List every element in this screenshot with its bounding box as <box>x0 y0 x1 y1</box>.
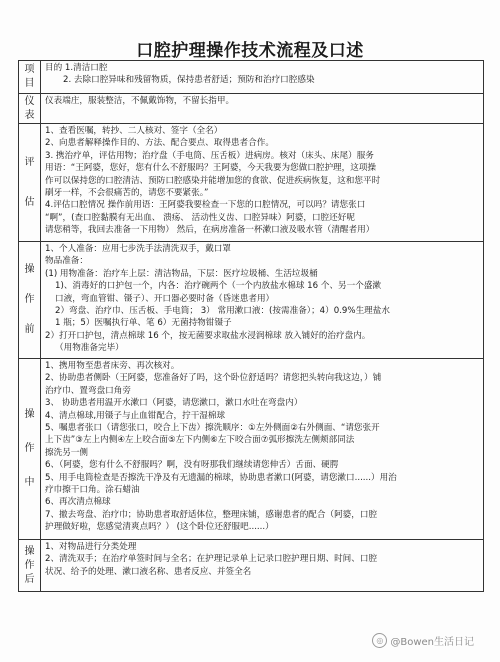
row-header-text: 评估 <box>24 156 35 208</box>
table-row <box>19 61 484 94</box>
content-line: 7、撤去弯盘、治疗巾；协助患者取舒适体位，整理床铺，感谢患者的配合（阿婆，口腔 <box>45 509 378 520</box>
watermark-text: @Bowen生活日记 <box>390 637 474 648</box>
content-line: 目的 1.清洁口腔 <box>45 63 108 73</box>
content-line: 1、个人准备：应用七步洗手法清洗双手，戴口罩 <box>45 244 231 254</box>
content-line: 1 瓶；5）医嘱执行单、笔 6）无菌持物钳镊子 <box>55 318 232 329</box>
row-header <box>19 540 41 592</box>
content-line: 请您稍等，我回去准备一下用物） 然后，在病房准备一杯漱口液及吸水管（清醒者用） <box>45 225 375 236</box>
row-header-text: 操作后 <box>24 545 35 585</box>
content-line: 擦洗另一侧 <box>45 447 88 458</box>
content-line: 疗巾擦干口角。涂石蜡油 <box>45 485 140 496</box>
content-line: 2）打开口护包，清点棉球 16 个，按无菌要求取盐水浸润棉球 放入铺好的治疗盘内。 <box>45 330 371 341</box>
content-line: 3. 携治疗单，评估用物；治疗盘（手电筒、压舌板）进病房。核对（床头、床尾）服务 <box>45 150 374 161</box>
table-row <box>19 242 484 359</box>
row-header <box>19 61 41 94</box>
row-header <box>19 242 41 359</box>
content-line: 1)、消毒好的口护包一个，内各：治疗碗两个（一个内放盐水棉球 16 个、另一个盛漱 <box>55 281 382 292</box>
watermark <box>372 633 474 648</box>
row-header-text: 项目 <box>24 64 35 89</box>
watermark-logo-icon: ◎ <box>372 633 387 648</box>
content-line: 物品准备： <box>45 256 88 267</box>
table-row <box>19 124 484 242</box>
content-line: 2、协助患者侧卧（王阿婆，您准备好了吗，这个卧位舒适吗？请您把头转向我这边，）铺 <box>45 373 382 384</box>
row-header-text: 操作中 <box>24 409 35 488</box>
row-content <box>41 540 484 592</box>
table-row <box>19 94 484 124</box>
content-line: 5、用手电筒检查是否擦洗干净及有无遗漏的棉球，协助患者漱口(阿婆，请您漱口......）用治 <box>45 472 397 483</box>
content-line: 4.评估口腔情况 操作前用语：王阿婆我要检查一下您的口腔情况，可以吗？请您张口 <box>45 200 366 211</box>
row-header <box>19 124 41 242</box>
content-line: 1、对物品进行分类处理 <box>45 542 137 552</box>
content-line: 状况、给予的处理、漱口液名称、患者反应、并签全名 <box>45 566 252 577</box>
content-line: 上下齿”③左上内侧④左上咬合面⑤左下内侧⑥左下咬合面⑦弧形擦洗左侧颊部同法 <box>45 435 355 446</box>
procedure-table <box>18 60 484 592</box>
content-line: 2、清洗双手；在治疗单签时间与全名；在护理记录单上记录口腔护理日期、时间、口腔 <box>45 554 378 565</box>
row-header-text: 操作前 <box>24 264 35 335</box>
page-title: 口腔护理操作技术流程及口述 <box>136 41 364 61</box>
content-line: 护理做好啦，您感觉清爽点吗？） (这个卧位还舒服吧......） <box>45 522 274 533</box>
content-line: (1) 用物准备：治疗车上层：清洁物品，下层：医疗垃圾桶、生活垃圾桶 <box>45 268 318 279</box>
content-line: “啊”，(查口腔黏膜有无出血、 溃疡、 活动性义齿、口腔异味）阿婆，口腔还好呢 <box>45 212 355 223</box>
content-line: 1、携用物至患者床旁、再次核对。 <box>45 361 180 371</box>
content-line: 4、清点棉球,用镊子与止血钳配合，拧干湿棉球 <box>45 410 226 421</box>
content-line: 2. 去除口腔异味和残留物质，保持患者舒适；预防和治疗口腔感染 <box>63 75 315 86</box>
row-content <box>41 124 484 242</box>
row-content <box>41 242 484 359</box>
content-line: 2、向患者解释操作目的、方法、配合要点、取得患者合作。 <box>45 138 274 149</box>
content-line: （用物准备完毕） <box>55 343 124 354</box>
content-line: 6、（阿婆，您有什么不舒服吗？啊，没有呀那我们继续请您伸舌）舌面、硬腭 <box>45 460 339 471</box>
content-line: 1、查看医嘱，转抄、二人核对、签字（全名） <box>45 126 223 136</box>
row-content <box>41 359 484 540</box>
row-header <box>19 359 41 540</box>
content-line: 刷牙一样，不会很痛苦的，请您不要紧张。” <box>45 188 209 199</box>
content-line: 5、嘱患者张口（请您张口，咬合上下齿）擦洗顺序：①左外侧面②右外侧面、“请您张开 <box>45 423 380 434</box>
content-line: 2）弯盘、治疗巾、压舌板、手电筒； 3） 常用漱口液：(按需准备）；4）0.9%生理盐水 <box>55 306 390 317</box>
table-row <box>19 540 484 592</box>
row-header <box>19 94 41 124</box>
content-line: 口液，弯血管钳、镊子）、开口器必要时备（昏迷患者用） <box>55 293 275 304</box>
content-line: 3、 协助患者用温开水漱口（阿婆，请您漱口，漱口水吐在弯盘内） <box>45 398 303 409</box>
content-line: 6、再次清点棉球 <box>45 497 111 508</box>
row-content <box>41 94 484 124</box>
row-content <box>41 61 484 94</box>
content-line: 仪表端庄，服装整洁，不佩戴饰物，不留长指甲。 <box>45 96 235 106</box>
content-line: 用语：“王阿婆，您好，您有什么不舒服吗？王阿婆，今天我要为您做口腔护理，这项操 <box>45 163 377 174</box>
table-row <box>19 359 484 540</box>
content-line: 作可以保持您的口腔清洁、预防口腔感染并能增加您的食欲、促进疾病恢复，这和您平时 <box>45 175 381 186</box>
row-header-text: 仪表 <box>24 95 35 121</box>
content-line: 治疗巾、置弯盘口角旁 <box>45 385 131 396</box>
